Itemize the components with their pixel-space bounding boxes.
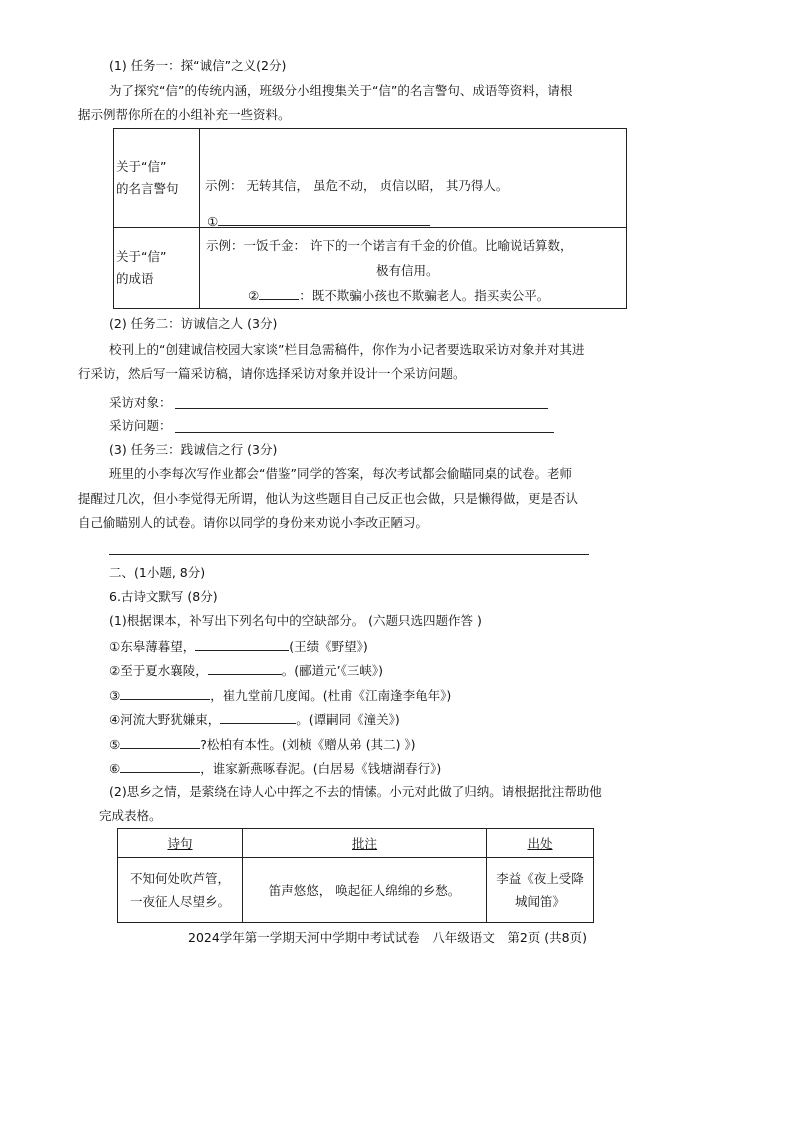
col-header-note-text: 批注 xyxy=(351,836,377,851)
section2-heading: 二、(1小题, 8分) xyxy=(109,565,206,580)
row2-content-cell xyxy=(200,228,627,309)
task1-table xyxy=(113,128,627,309)
recite-item-1-blank[interactable] xyxy=(195,638,289,651)
recite-item-4 xyxy=(109,711,400,728)
row1-label-cell xyxy=(114,129,200,228)
task3-answer-line[interactable] xyxy=(109,554,589,555)
poem-cell xyxy=(118,858,243,923)
row1-answer-line[interactable] xyxy=(218,213,430,226)
task2-heading: (2) 任务二：访诚信之人 (3分) xyxy=(109,316,278,331)
recite-item-4-pre: ④河流大野犹嫌束， xyxy=(109,712,221,727)
col-header-source-text: 出处 xyxy=(527,836,553,851)
interview-question-row xyxy=(109,418,172,434)
row2-example-a: 示例：一饭千金： 许下的一个诺言有千金的价值。比喻说话算数， xyxy=(206,238,573,253)
recite-item-1 xyxy=(109,638,368,655)
poem-line1: 不知何处吹芦管， xyxy=(129,871,230,886)
row2-label-b: 的成语 xyxy=(116,271,154,286)
task3-heading: (3) 任务三：践诚信之行 (3分) xyxy=(109,442,278,457)
recite-item-4-post: 。(谭嗣同《潼关》) xyxy=(296,712,400,727)
recite-item-5-post: ?松柏有本性。(刘桢《赠从弟 (其二) 》) xyxy=(200,737,416,752)
recite-item-4-blank[interactable] xyxy=(220,711,296,724)
interview-question-label: 采访问题： xyxy=(109,418,172,433)
row2-blank-mark: ② xyxy=(248,288,260,303)
task2-line1: 校刊上的“创建诚信校园大家谈”栏目急需稿件，你作为小记者要选取采访对象并对其进 xyxy=(109,342,585,357)
recite-item-6-pre: ⑥ xyxy=(109,761,121,776)
row2-example-b: 极有信用。 xyxy=(376,263,439,278)
row2-answer-line[interactable] xyxy=(259,287,299,300)
interview-object-label: 采访对象： xyxy=(109,395,172,410)
poem-line2: 一夜征人尽望乡。 xyxy=(129,894,230,909)
interview-object-row xyxy=(109,395,172,411)
task3-line2: 提醒过几次，但小李觉得无所谓，他认为这些题目自己反正也会做，只是懒得做，更是否认 xyxy=(78,491,579,506)
row1-example: 示例： 无转其信， 虽危不动， 贞信以昭， 其乃得人。 xyxy=(205,178,509,193)
task1-intro-line1: 为了探究“信”的传统内涵，班级分小组搜集关于“信”的名言警句、成语等资料，请根 xyxy=(109,83,573,98)
recite-item-6-blank[interactable] xyxy=(120,760,200,773)
col-header-note xyxy=(243,829,487,858)
col-header-poem xyxy=(118,829,243,858)
col-header-poem-text: 诗句 xyxy=(167,836,193,851)
recite-item-3-post: ，崔九堂前几度闻。(杜甫《江南逢李龟年》) xyxy=(210,688,452,703)
recite-item-6 xyxy=(109,760,441,777)
recite-item-1-pre: ①东皋薄暮望， xyxy=(109,639,196,654)
row2-label-cell xyxy=(114,228,200,309)
row1-blank-mark: ① xyxy=(207,214,219,229)
col-header-source xyxy=(487,829,594,858)
recite-item-3 xyxy=(109,687,451,704)
row1-label-a: 关于“信” xyxy=(116,159,167,174)
note-cell xyxy=(243,858,487,923)
page-footer: 2024学年第一学期天河中学期中考试试卷 八年级语文 第2页 (共8页) xyxy=(188,930,587,945)
interview-question-line[interactable] xyxy=(175,432,554,433)
row1-content-cell xyxy=(200,129,627,228)
recite-item-5 xyxy=(109,736,416,753)
source-line1: 李益《夜上受降 xyxy=(496,871,584,886)
task1-heading: (1) 任务一：探“诚信”之义(2分) xyxy=(109,58,287,73)
recite-item-2-pre: ②至于夏水襄陵， xyxy=(109,663,208,678)
task3-line3: 自己偷瞄别人的试卷。请你以同学的身份来劝说小李改正陋习。 xyxy=(78,515,429,530)
recite-item-3-blank[interactable] xyxy=(120,687,210,700)
q6-heading: 6.古诗文默写 (8分) xyxy=(109,589,218,604)
q6-sub2-line2: 完成表格。 xyxy=(99,808,162,823)
recite-item-1-post: (王绩《野望》) xyxy=(289,639,368,654)
task1-intro-line2: 据示例帮你所在的小组补充一些资料。 xyxy=(78,107,291,122)
recite-item-6-post: ，谁家新燕啄春泥。(白居易《钱塘湖春行》) xyxy=(200,761,442,776)
recite-item-2-post: 。(郦道元’《三峡》) xyxy=(281,663,383,678)
interview-object-line[interactable] xyxy=(175,408,548,409)
recite-item-2 xyxy=(109,662,383,679)
row2-blank[interactable] xyxy=(248,287,549,304)
recite-item-3-pre: ③ xyxy=(109,688,121,703)
task2-line2: 行采访，然后写一篇采访稿，请你选择采访对象并设计一个采访问题。 xyxy=(78,366,466,381)
source-cell xyxy=(487,858,594,923)
recite-item-5-blank[interactable] xyxy=(120,736,200,749)
recite-item-5-pre: ⑤ xyxy=(109,737,121,752)
row1-label-b: 的名言警句 xyxy=(116,181,179,196)
homesick-table xyxy=(117,828,594,923)
task3-line1: 班里的小李每次写作业都会“借鉴”同学的答案，每次考试都会偷瞄同桌的试卷。老师 xyxy=(109,466,572,481)
row2-label-a: 关于“信” xyxy=(116,249,167,264)
q6-sub2-line1: (2)思乡之情，是萦绕在诗人心中挥之不去的情愫。小元对此做了归纳。请根据批注帮助他 xyxy=(109,784,602,799)
q6-sub1: (1)根据课本，补写出下列名句中的空缺部分。 (六题只选四题作答 ) xyxy=(109,613,482,628)
recite-item-2-blank[interactable] xyxy=(208,662,282,675)
row2-blank-text: ：既不欺骗小孩也不欺骗老人。指买卖公平。 xyxy=(299,288,550,303)
source-line2: 城闻笛》 xyxy=(514,894,565,909)
note-text: 笛声悠悠， 唤起征人绵绵的乡愁。 xyxy=(268,883,461,898)
